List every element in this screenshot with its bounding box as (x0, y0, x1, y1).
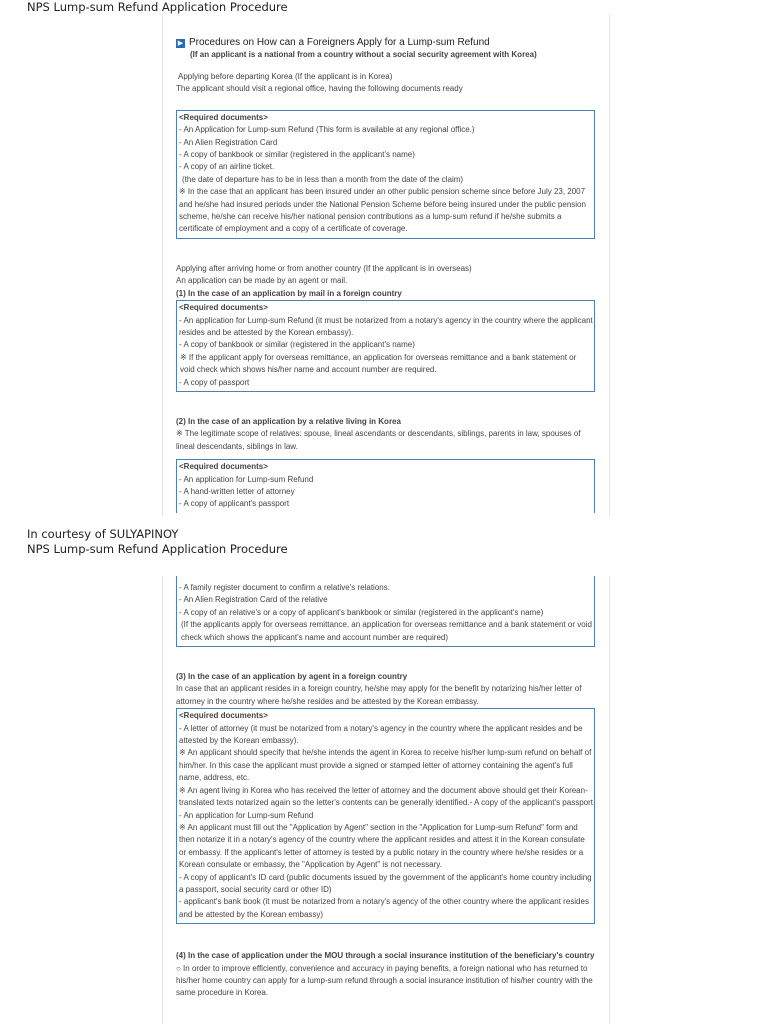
list-item: - An Application for Lump-sum Refund (This form is available at any regional office.) (179, 125, 475, 135)
note-item: ※ If the applicant apply for overseas remittance, an application for overseas remittance and a bank statement or void check which shows his/her name and account number are required. (180, 352, 577, 375)
after-arrival-title: Applying after arriving home or from another country (If the applicant is in overseas) (176, 263, 472, 273)
case-2-note: ※ The legitimate scope of relatives: spouse, lineal ascendants or descendants, siblings, parents in law, spouses of lineal descendants, siblings in law. (176, 429, 581, 451)
required-documents-box-continued (176, 576, 595, 647)
courtesy-caption: In courtesy of SULYAPINOY (27, 527, 179, 541)
list-item: (If the applicants apply for overseas remittance, an application for overseas remittance and a bank statement or void check which shows the applicant's name and account number are required) (181, 620, 592, 642)
before-departure-title: Applying before departing Korea (If the applicant is in Korea) (178, 72, 393, 81)
note-item: ※ In the case that an applicant has been insured under an other public pension scheme since before July 23, 2007 and he/she had insured periods under the National Pension Scheme before being insured under the public pension scheme, he/she can receive his/her national pension contributions as a lump-sum refund if he/she submits a certificate of employment and a copy of a certificate of coverage. (179, 187, 586, 234)
list-item: - applicant's bank book (it must be notarized from a notary's agency of the other country where the applicant resides and be attested by the Korean embassy) (179, 897, 589, 919)
required-documents-box (176, 708, 595, 924)
box-title: <Required documents> (179, 303, 268, 313)
list-item: - A family register document to confirm a relative's relations. (179, 583, 390, 592)
heading-text: Procedures on How can a Foreigners Apply for a Lump-sum Refund (189, 37, 490, 48)
list-item: - An Alien Registration Card of the relative (179, 595, 328, 605)
required-documents-box (176, 459, 595, 513)
section-heading (176, 37, 595, 49)
note-item: ※ An agent living in Korea who has received the letter of attorney and the document above should get their Korean-translated texts notarized again so the letter's contents can be generally identified.- A copy of the applicant's passport (179, 785, 593, 808)
box-title: <Required documents> (179, 711, 268, 721)
case-2-title: (2) In the case of an application by a relative living in Korea (176, 416, 401, 426)
list-item: - A copy of bankbook or similar (registered in the applicant's name) (179, 340, 415, 350)
list-item: - A copy of applicant's ID card (public documents issued by the government of the applicant's home country including a passport, social security card or other ID) (179, 872, 592, 894)
list-item: - A copy of bankbook or similar (registered in the applicant's name) (179, 150, 415, 160)
before-departure-text: The applicant should visit a regional office, having the following documents ready (176, 84, 463, 94)
case-4-text: ○ In order to improve efficiently, convenience and accuracy in paying benefits, a foreign national who has returned to his/her home country can apply for a lump-sum refund through a social insurance institution of his/her country with the same procedure in Korea. (176, 963, 593, 998)
second-title: NPS Lump-sum Refund Application Procedure (27, 542, 288, 556)
list-item: - A copy of an relative's or a copy of applicant's bankbook or similar (registered in the applicant's name) (179, 607, 544, 617)
document-page-1 (162, 14, 610, 516)
list-item: - An Alien Registration Card (179, 137, 278, 147)
list-item: - A copy of passport (179, 377, 250, 387)
section-subheading: (If an applicant is a national from a country without a social security agreement with Korea) (190, 50, 537, 59)
box-title: <Required documents> (179, 112, 268, 122)
case-1-title: (1) In the case of an application by mail in a foreign country (176, 288, 402, 298)
note-item: ※ An applicant must fill out the "Application by Agent" section in the "Application for Lump-sum Refund" form and then notarize it in a notary's agency of the country where the applicant resides and attest it in the Korean consulate or embassy. If the applicant's letter of attorney is tested by a public notary in the country where he/she resides or a Korean consulate or embassy, the "Application by Agent" is not necessary. (179, 822, 585, 870)
case-3-title: (3) In the case of an application by agent in a foreign country (176, 672, 408, 682)
list-item: - A copy of applicant's passport (179, 499, 290, 509)
list-item: (the date of departure has to be in less than a month from the date of the claim) (182, 174, 464, 184)
list-item: - An application for Lump-sum Refund (179, 474, 314, 484)
arrow-bullet-icon: ▶ (177, 39, 184, 47)
note-item: ※ An applicant should specify that he/she intends the agent in Korea to receive his/her lump-sum refund on behalf of him/her. In this case the applicant must provide a signed or stamped letter of attorney containing the agent's full name, address, etc. (179, 748, 592, 783)
after-arrival-text: An application can be made by an agent or mail. (176, 276, 348, 286)
list-item: - An application for Lump-sum Refund (179, 810, 314, 820)
box-title: <Required documents> (179, 462, 268, 472)
required-documents-box (176, 110, 595, 239)
case-3-text: In case that an applicant resides in a foreign country, he/she may apply for the benefit by notarizing his/her letter of attorney in the country where he/she resides and be attested by the Korean embassy. (176, 684, 582, 706)
case-4-title: (4) In the case of application under the MOU through a social insurance institution of the beneficiary's country (176, 951, 595, 961)
list-item: - An application for Lump-sum Refund (it must be notarized from a notary's agency in the country where the applicant resides and be attested by the Korean embassy). (179, 315, 593, 337)
document-page-2 (162, 576, 610, 1024)
list-item: - A letter of attorney (it must be notarized from a notary's agency in the country where the applicant resides and be attested by the Korean embassy). (179, 723, 583, 746)
list-item: - A copy of an airline ticket. (179, 162, 275, 172)
required-documents-box (176, 300, 595, 392)
top-title: NPS Lump-sum Refund Application Procedure (27, 0, 288, 14)
list-item: - A hand-written letter of attorney (179, 486, 295, 496)
